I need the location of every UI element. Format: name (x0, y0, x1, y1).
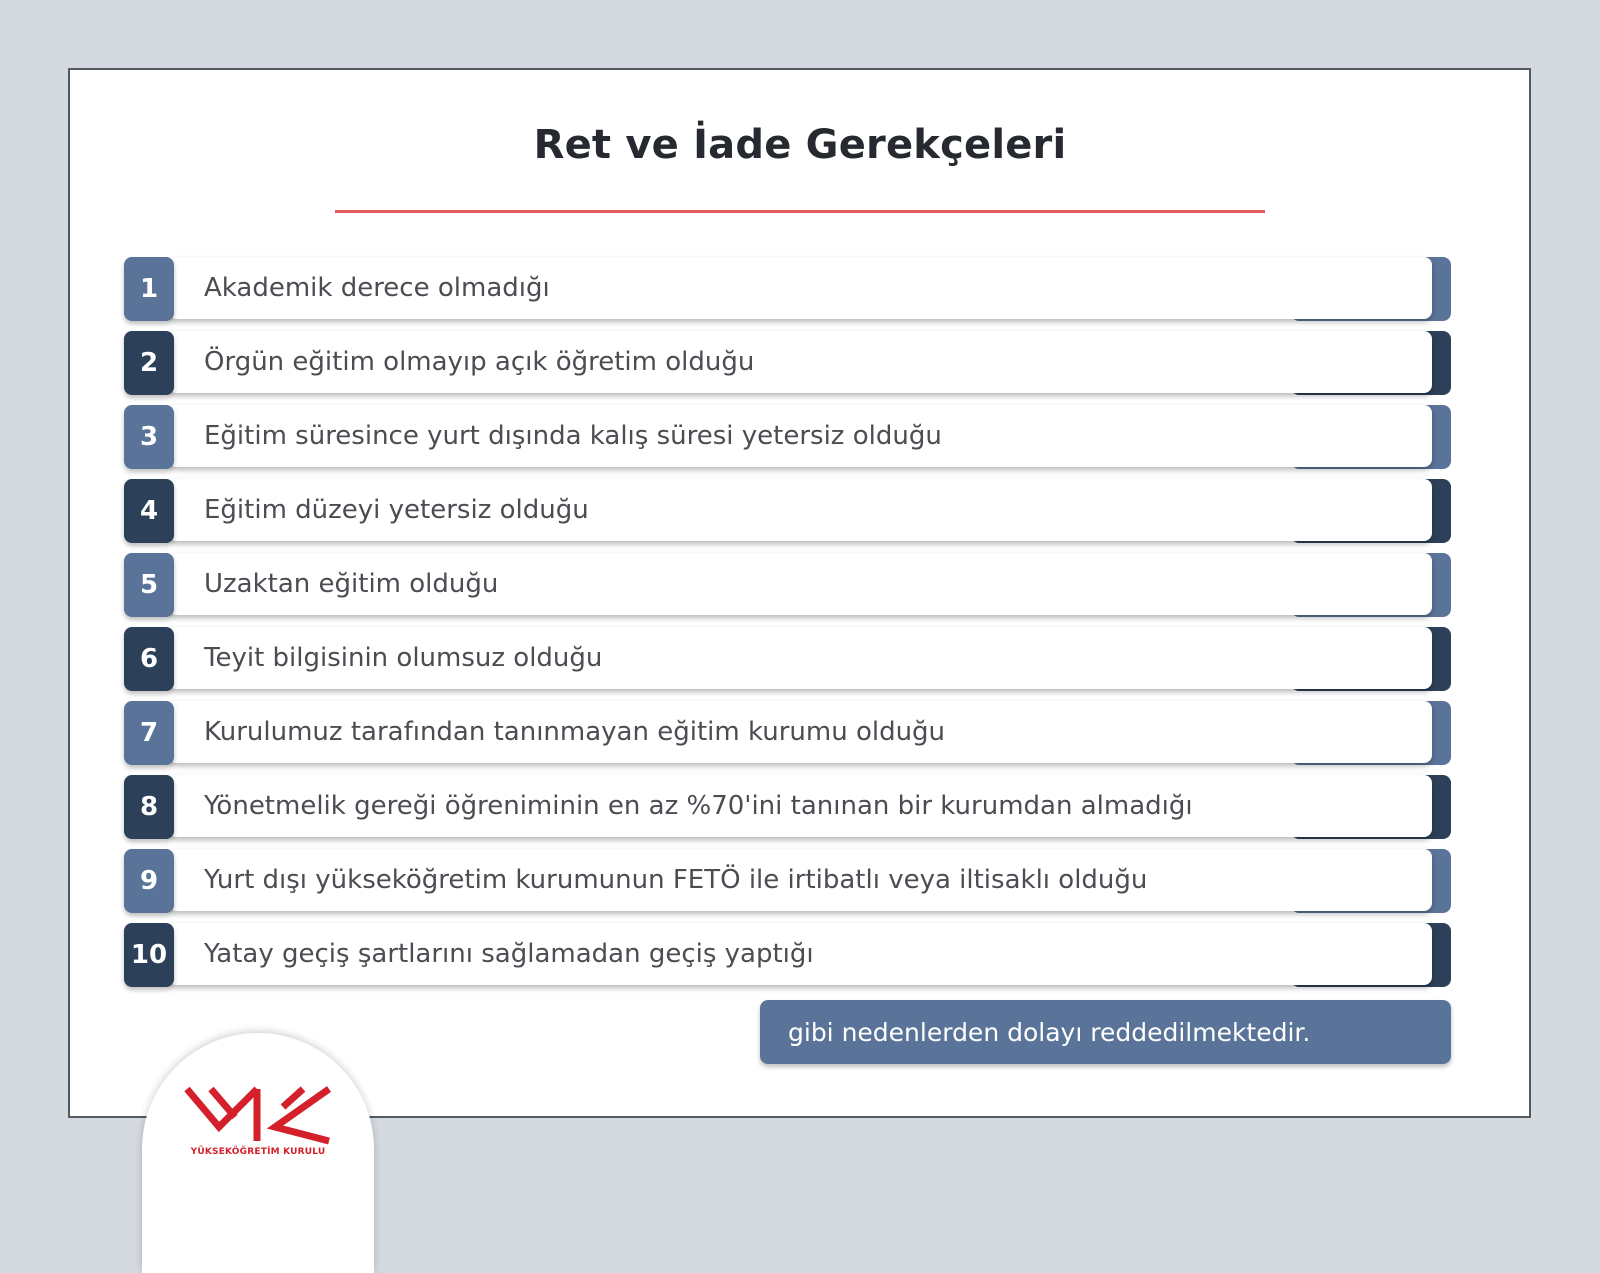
reason-text: Kurulumuz tarafından tanınmayan eğitim kurumu olduğu (204, 717, 946, 747)
reason-text-box (168, 775, 1432, 837)
reason-number-badge: 8 (124, 775, 174, 839)
reason-text-box (168, 701, 1432, 763)
list-item (124, 257, 1451, 321)
reason-text: Eğitim süresince yurt dışında kalış süresi yetersiz olduğu (204, 421, 942, 451)
reason-number-badge: 3 (124, 405, 174, 469)
reason-number-badge: 6 (124, 627, 174, 691)
reason-number-badge: 1 (124, 257, 174, 321)
footer-note-box (760, 1000, 1451, 1064)
reason-text: Yurt dışı yükseköğretim kurumunun FETÖ ile irtibatlı veya iltisaklı olduğu (204, 865, 1148, 895)
reason-text-box (168, 923, 1432, 985)
footer-note-text: gibi nedenlerden dolayı reddedilmektedir. (788, 1017, 1311, 1047)
reason-text: Teyit bilgisinin olumsuz olduğu (204, 643, 603, 673)
list-item (124, 479, 1451, 543)
reason-text: Eğitim düzeyi yetersiz olduğu (204, 495, 589, 525)
title-underline (335, 210, 1265, 213)
yok-logo-icon (183, 1083, 333, 1145)
logo-badge (142, 1033, 374, 1273)
reason-text-box (168, 627, 1432, 689)
reason-number-badge: 7 (124, 701, 174, 765)
list-item (124, 331, 1451, 395)
list-item (124, 553, 1451, 617)
reason-text-box (168, 331, 1432, 393)
page-title: Ret ve İade Gerekçeleri (533, 122, 1067, 168)
reason-number-badge: 2 (124, 331, 174, 395)
reasons-list (124, 257, 1451, 997)
list-item (124, 775, 1451, 839)
list-item (124, 701, 1451, 765)
reason-text-box (168, 257, 1432, 319)
reason-text: Yönetmelik gereği öğreniminin en az %70'ini tanınan bir kurumdan almadığı (204, 791, 1193, 821)
reason-text-box (168, 405, 1432, 467)
reason-text: Akademik derece olmadığı (204, 273, 550, 303)
list-item (124, 627, 1451, 691)
reason-text: Yatay geçiş şartlarını sağlamadan geçiş yaptığı (204, 939, 814, 969)
reason-number-badge: 10 (124, 923, 174, 987)
reason-text-box (168, 553, 1432, 615)
list-item (124, 923, 1451, 987)
list-item (124, 405, 1451, 469)
reason-number-badge: 4 (124, 479, 174, 543)
reason-text-box (168, 849, 1432, 911)
list-item (124, 849, 1451, 913)
reason-text: Örgün eğitim olmayıp açık öğretim olduğu (204, 347, 755, 377)
reason-number-badge: 5 (124, 553, 174, 617)
reason-number-badge: 9 (124, 849, 174, 913)
reason-text-box (168, 479, 1432, 541)
reason-text: Uzaktan eğitim olduğu (204, 569, 499, 599)
logo-caption: YÜKSEKÖĞRETİM KURULU (190, 1147, 326, 1157)
